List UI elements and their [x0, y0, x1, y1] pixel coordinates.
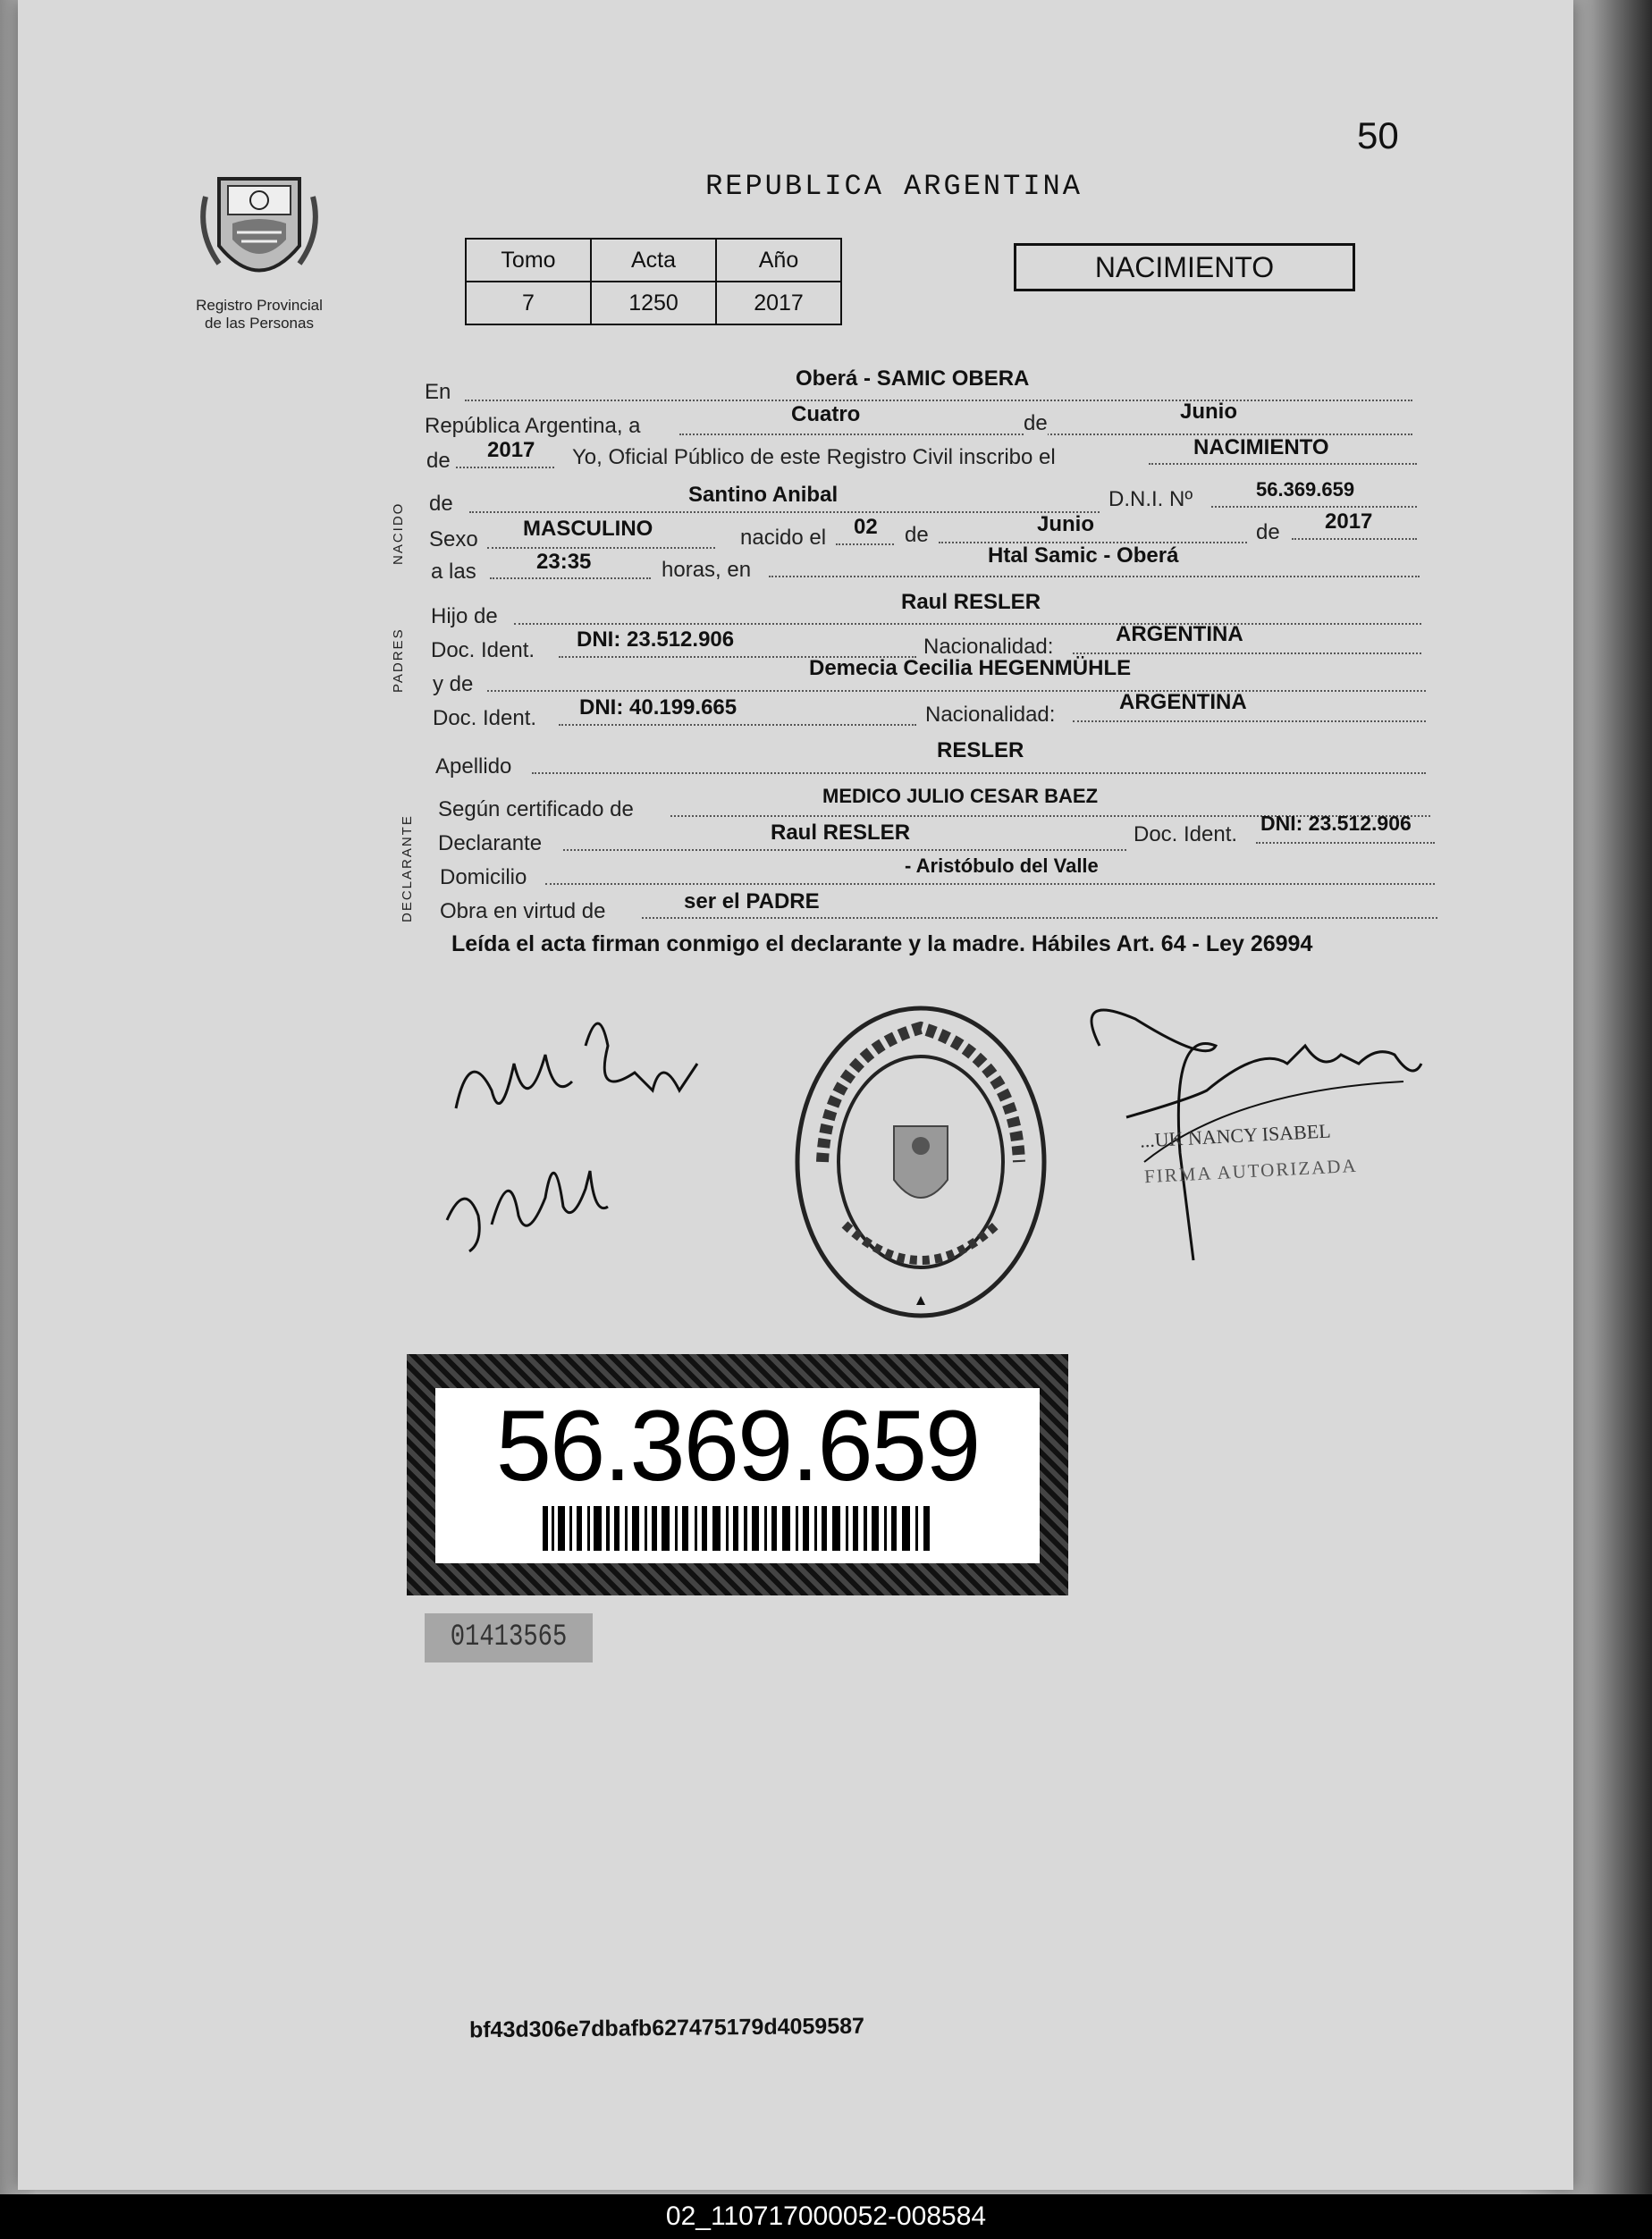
- value-sex: MASCULINO: [523, 517, 653, 541]
- value-birth-year: 2017: [1325, 509, 1373, 534]
- scan-id-strip: [0, 2194, 1652, 2239]
- side-label-padres: PADRES: [391, 627, 406, 693]
- stamp-number: 01413565: [450, 1620, 568, 1654]
- value-surname: RESLER: [937, 738, 1024, 762]
- line-mother-nat: [1073, 720, 1426, 722]
- label-mother-doc: Doc. Ident.: [433, 706, 537, 730]
- value-day-text: Cuatro: [791, 402, 861, 426]
- line-declarant-doc: [1256, 842, 1435, 844]
- side-label-declarante: DECLARANTE: [400, 814, 415, 922]
- scan-id: 02_110717000052-008584: [665, 2201, 987, 2231]
- line-dni: [1211, 506, 1417, 508]
- value-year: 2017: [487, 438, 535, 462]
- label-declarant: Declarante: [438, 831, 543, 855]
- line-surname: [532, 772, 1426, 774]
- line-mother-doc: [559, 724, 916, 726]
- act-type-box: NACIMIENTO: [1014, 243, 1355, 291]
- value-certificate: MEDICO JULIO CESAR BAEZ: [822, 785, 1099, 807]
- label-born: nacido el: [740, 526, 827, 550]
- line-birth-year: [1292, 538, 1417, 540]
- value-father-doc: DNI: 23.512.906: [577, 627, 735, 652]
- crest-caption-line1: Registro Provincial: [196, 297, 323, 314]
- label-address: Domicilio: [440, 865, 527, 889]
- label-birth-de1: de: [905, 523, 929, 547]
- label-father-nat: Nacionalidad:: [923, 635, 1054, 659]
- label-de-year: de: [426, 449, 451, 473]
- record-header-acta: Acta: [591, 239, 716, 282]
- value-mother-doc: DNI: 40.199.665: [579, 695, 738, 720]
- closing-note: Leída el acta firman conmigo el declarante y la madre. Hábiles Art. 64 - Ley 26994: [451, 931, 1313, 956]
- record-header-ano: Año: [716, 239, 841, 282]
- label-mother: y de: [433, 672, 474, 696]
- label-hours: horas, en: [662, 558, 752, 582]
- value-father-nat: ARGENTINA: [1116, 622, 1243, 646]
- provincial-crest-icon: [192, 161, 326, 295]
- label-time: a las: [431, 560, 476, 584]
- value-child-name: Santino Anibal: [688, 483, 839, 507]
- value-mother-name: Demecia Cecilia HEGENMÜHLE: [809, 656, 1132, 680]
- side-label-nacido: NACIDO: [391, 501, 406, 565]
- value-declarant-doc: DNI: 23.512.906: [1260, 812, 1412, 835]
- line-birth-day: [836, 543, 894, 545]
- line-capacity: [642, 917, 1437, 919]
- value-address: - Aristóbulo del Valle: [905, 854, 1099, 877]
- country-title: REPUBLICA ARGENTINA: [705, 170, 1083, 203]
- value-birth-place: Htal Samic - Oberá: [988, 543, 1179, 568]
- value-capacity: ser el PADRE: [684, 889, 820, 913]
- label-surname: Apellido: [435, 754, 512, 779]
- label-birth-de2: de: [1256, 520, 1280, 544]
- label-certificate: Según certificado de: [438, 797, 634, 821]
- line-inscribe: [1149, 463, 1417, 465]
- line-father-nat: [1073, 652, 1421, 654]
- label-en: En: [425, 380, 451, 404]
- label-declarant-doc: Doc. Ident.: [1134, 822, 1238, 846]
- value-birth-day: 02: [854, 515, 878, 539]
- dni-label-sticker: [407, 1354, 1068, 1595]
- record-header-tomo: Tomo: [466, 239, 591, 282]
- line-time: [490, 577, 651, 579]
- value-birth-month: Junio: [1037, 512, 1094, 536]
- value-father-name: Raul RESLER: [901, 590, 1041, 614]
- line-declarant: [563, 849, 1126, 851]
- record-value-tomo: 7: [466, 282, 591, 324]
- value-dni: 56.369.659: [1256, 478, 1355, 501]
- line-birth-place: [769, 576, 1420, 577]
- document-hash: bf43d306e7dbafb627475179d4059587: [468, 2013, 865, 2043]
- record-value-ano: 2017: [716, 282, 841, 324]
- line-en: [465, 400, 1412, 401]
- label-child-name: de: [429, 492, 453, 516]
- line-father: [514, 623, 1421, 625]
- dni-label-number: 56.369.659: [495, 1390, 980, 1502]
- line-mother: [487, 690, 1426, 692]
- line-child-name: [469, 511, 1100, 513]
- line-year: [456, 467, 554, 468]
- registry-seal: [791, 1001, 1050, 1323]
- crest-caption: [174, 297, 344, 332]
- value-declarant: Raul RESLER: [771, 821, 911, 845]
- label-mother-nat: Nacionalidad:: [925, 703, 1056, 727]
- line-address: [545, 883, 1435, 885]
- dni-label-inner: [435, 1388, 1040, 1563]
- page-number: 50: [1357, 114, 1399, 156]
- value-mother-nat: ARGENTINA: [1119, 690, 1247, 714]
- record-value-acta: 1250: [591, 282, 716, 324]
- value-time: 23:35: [536, 550, 592, 574]
- label-father: Hijo de: [431, 604, 498, 628]
- label-inscribe: Yo, Oficial Público de este Registro Civil inscribo el: [572, 445, 1056, 469]
- label-republica: República Argentina, a: [425, 414, 641, 438]
- crest-caption-line2: de las Personas: [205, 315, 314, 332]
- barcode-icon: [543, 1506, 932, 1551]
- value-inscribe: NACIMIENTO: [1193, 435, 1329, 459]
- label-father-doc: Doc. Ident.: [431, 638, 535, 662]
- value-place: Oberá - SAMIC OBERA: [796, 366, 1030, 391]
- official-stamp-title: FIRMA AUTORIZADA: [1143, 1154, 1359, 1188]
- official-stamp-name: ...UK NANCY ISABEL: [1139, 1119, 1332, 1152]
- stamp-number-box: [425, 1613, 593, 1662]
- record-table: [465, 238, 842, 325]
- label-dni: D.N.I. Nº: [1108, 487, 1193, 511]
- label-capacity: Obra en virtud de: [440, 899, 606, 923]
- line-sex: [487, 547, 715, 549]
- label-sex: Sexo: [429, 527, 478, 551]
- label-de-month: de: [1024, 411, 1048, 435]
- value-month-text: Junio: [1180, 400, 1237, 424]
